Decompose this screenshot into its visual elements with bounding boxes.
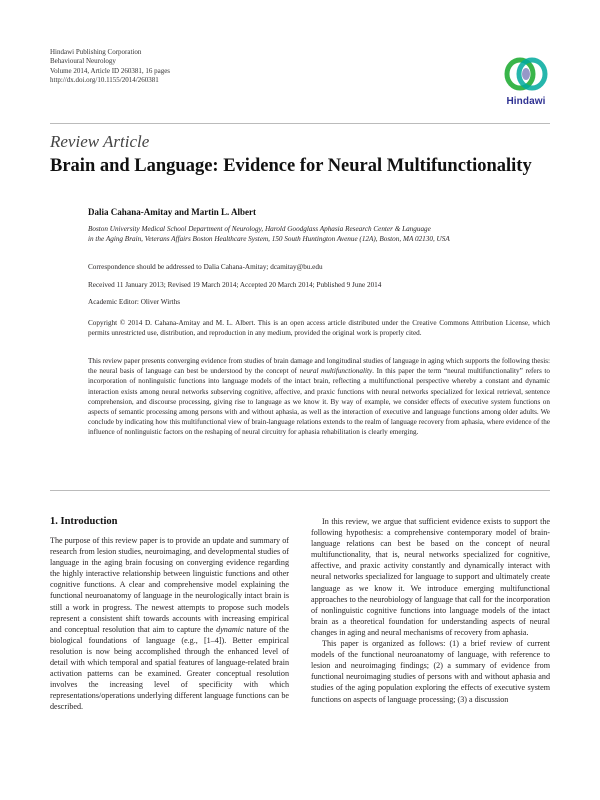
abstract-text-a: This review paper presents converging evidence from studies of brain damage and longitudinal studies of language in aging which supports the following thesis: the neural basis of language can best be understood by the concept of [88, 357, 550, 376]
hindawi-logo [502, 54, 550, 110]
intro-paragraph-3: This paper is organized as follows: (1) a brief review of current models of the functional neuroanatomy of language, with reference to lesion and neuroimaging findings; (2) a summary of evidence from functional neuroimaging studies of persons with and without aphasia and studies of the aging population exploring the effects of executive system functions on aspects of language processing; (3) a discussion [311, 639, 550, 704]
affiliation-line-1: Boston University Medical School Department of Neurology, Harold Goodglass Aphasia Research Center & Language [88, 225, 431, 233]
publisher-name: Hindawi Publishing Corporation [50, 48, 142, 56]
affiliation [88, 224, 550, 244]
header-divider [50, 123, 550, 124]
journal-masthead [50, 48, 170, 86]
abstract-text-b: . In this paper the term “neural multifunctionality” refers to incorporation of nonlinguistic functions into language models of the intact brain, reflecting a multifunctional perspective whereby a constant and dynamic interaction exists among neural networks subserving cognitive, affective, and praxic functions with neural networks specialized for lexical retrieval, sentence comprehension, and discourse processing, giving rise to language as we know it. By way of example, we consider effects of executive system functions on aspects of semantic processing among persons with and without aphasia, as well as the interaction of executive and language functions among older adults. We conclude by indicating how this multifunctional view of brain-language relations extends to the realm of language recovery from aphasia, where evidence of the influence of nonlinguistic factors on the reshaping of neural circuitry for aphasia rehabilitation is clearly emerging. [88, 367, 551, 437]
abstract-emphasis: neural multifunctionality [299, 367, 373, 376]
intro-paragraph-1 [50, 535, 289, 713]
copyright-notice: Copyright © 2014 D. Cahana-Amitay and M. L. Albert. This is an open access article distributed under the Creative Commons Attribution License, which permits unrestricted use, distribution, and reproduction in any medium, provided the original work is properly cited. [88, 319, 550, 337]
article-type: Review Article [50, 132, 150, 151]
intro-p1-text-b: nature of the biological foundations of language (e.g., [1–4]). Better empirical resolution is now being accomplished through the enhanced level of detail with which temporal and spatial features of language-related brain activation patterns can be examined. Greater conceptual resolution involves the increasing level of specificity with which representations/operations underlying different language functions can be described. [50, 624, 289, 712]
doi-link[interactable]: http://dx.doi.org/10.1155/2014/260381 [50, 76, 159, 85]
journal-name: Behavioural Neurology [50, 57, 116, 66]
section-heading-introduction: 1. Introduction [50, 516, 118, 527]
article-title: Brain and Language: Evidence for Neural Multifunctionality [50, 156, 532, 176]
correspondence: Correspondence should be addressed to Dalia Cahana-Amitay; dcamitay@bu.edu [88, 263, 323, 271]
logo-wordmark: Hindawi [506, 96, 546, 107]
author-list: Dalia Cahana-Amitay and Martin L. Albert [88, 207, 257, 217]
intro-paragraph-2: In this review, we argue that sufficient evidence exists to support the following hypothesis: a comprehensive contemporary model of brain-language relations can best be based on the concept of neural multifunctionality, that is, neural networks specialized for cognitive, affective, and praxic activity constantly and dynamically interact with neural networks specialized for language to support and ultimately create language as we know it. We introduce emerging multifunctional approaches to the neurobiology of language that call for the incorporation of nonlinguistic cognitive functions into language models of the intact brain as a theoretical foundation for understanding aspects of neural changes in aging and neural mechanisms of recovery from aphasia. [311, 517, 550, 637]
body-column-right [311, 516, 550, 705]
body-column-left [50, 535, 289, 713]
intro-p1-emphasis: dynamic [216, 624, 244, 634]
hindawi-logo-rings-icon [502, 54, 550, 94]
volume-info: Volume 2014, Article ID 260381, 16 pages [50, 66, 171, 75]
affiliation-line-2: in the Aging Brain, Veterans Affairs Boston Healthcare System, 150 South Huntington Avenue (12A), Boston, MA 02130, USA [88, 235, 450, 243]
intro-p1-text-a: The purpose of this review paper is to provide an update and summary of research from lesion studies, neuroimaging, and developmental studies of language in the aging brain focusing on converging evidence regarding the highly interactive relationship between linguistic functions and other cognitive functions. A clear and comprehensive model explaining the functional neuroanatomy of language in the neurologically intact brain is still a work in progress. The newest attempts to propose such models represent a consistent shift towards accounts with increasing empirical and conceptual resolution that aim to capture the [50, 536, 289, 634]
abstract-divider [50, 490, 550, 491]
article-dates: Received 11 January 2013; Revised 19 March 2014; Accepted 20 March 2014; Published 9 June 2014 [88, 281, 382, 289]
academic-editor: Academic Editor: Oliver Wirths [88, 298, 180, 306]
abstract [88, 356, 550, 438]
